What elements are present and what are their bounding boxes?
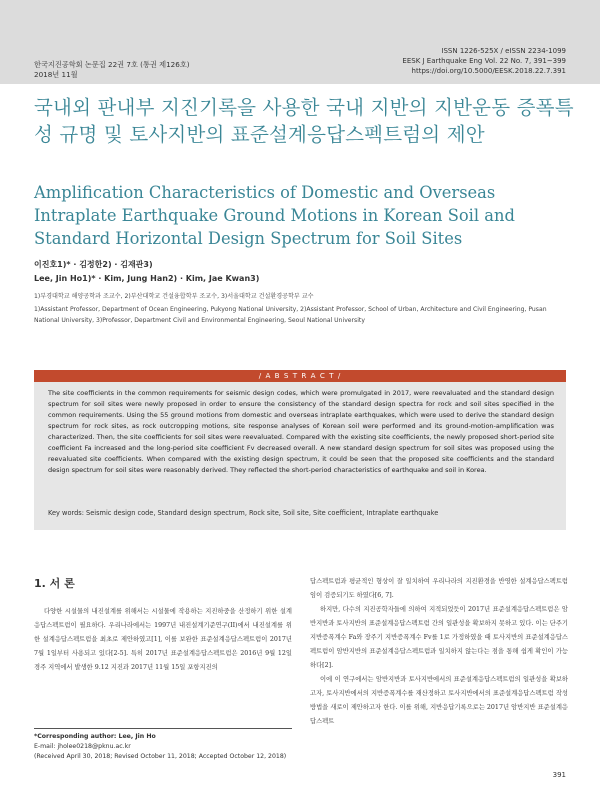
affiliations-korean: 1)부경대학교 해양공학과 조교수, 2)부산대학교 건설융합학부 조교수, 3)서울대학교 건설환경공학부 교수 xyxy=(34,293,314,300)
title-korean: 국내외 판내부 지진기록을 사용한 국내 지반의 지반운동 증폭특성 규명 및 토사지반의 표준설계응답스펙트럼의 제안 xyxy=(34,96,574,146)
page-number: 391 xyxy=(552,771,566,779)
title-english: Amplification Characteristics of Domestic and Overseas Intraplate Earthquake Ground Motions in Korean Soil and Standard Horizontal Design Spectrum for Soil Sites xyxy=(34,183,515,248)
journal-info-en xyxy=(402,47,566,76)
abstract-text: The site coefficients in the common requirements for seismic design codes, which were promulgated in 2017, were reevaluated and the standard design spectrum for soil sites were newly proposed in order to ensure the consistency of the standard design spectra for rock and soil sites specified in the common requirements. Using the 55 ground motions from domestic and overseas intraplate earthquakes, which were used to derive the standard design spectrum for rock sites, as rock outcropping motions, site response analyses of Korean soil were performed and its ground-motion-amplification was characterized. Then, the site coefficients for soil sites were reevaluated. Compared with the existing site coefficients, the newly proposed short-period site coefficient Fa increased and the long-period site coefficient Fv decreased overall. A new standard design spectrum for soil sites was proposed using the reevaluated site coefficients. When compared with the existing design spectrum, it could be seen that the proposed site coefficients and the standard design spectrum for soil sites were reasonably derived. They reflected the short-period characteristics of earthquake and soil in Korea. xyxy=(48,389,554,474)
keywords: Key words: Seismic design code, Standard design spectrum, Rock site, Soil site, Site coefficient, Intraplate earthquake xyxy=(48,509,439,517)
section-heading-introduction: 1. 서 론 xyxy=(34,577,75,590)
journal-name-ko: 한국지진공학회 논문집 22권 7호 (통권 제126호) xyxy=(34,60,190,69)
body-paragraph: 답스펙트럼과 평균적인 형상이 잘 일치하여 우리나라의 지진환경을 반영한 설계응답스펙트럼임이 검증되기도 하였다[6, 7]. xyxy=(310,578,568,599)
journal-info-ko xyxy=(34,60,190,80)
issn: ISSN 1226-525X / eISSN 2234-1099 xyxy=(441,47,566,55)
received-dates: (Received April 30, 2018; Revised October 11, 2018; Accepted October 12, 2018) xyxy=(34,752,287,760)
corresponding-author: *Corresponding author: Lee, Jin Ho xyxy=(34,733,156,740)
body-paragraph: 이에 이 연구에서는 암반지반과 토사지반에서의 표준설계응답스펙트럼의 일관성을 확보하고자, 토사지반에서의 지반증폭계수를 재산정하고 토사지반에서의 표준설계응답스펙트럼 작성방법을 새로이 제안하고자 한다. 이를 위해, 지반응답기록으로는 2017년 암반지반 표준설계응답스펙트 xyxy=(310,676,568,725)
doi-link[interactable]: https://doi.org/10.5000/EESK.2018.22.7.391 xyxy=(411,66,566,75)
corresponding-author-footnote xyxy=(34,728,292,761)
issue-date-ko: 2018년 11월 xyxy=(34,70,78,79)
journal-name-en: EESK J Earthquake Eng Vol. 22 No. 7, 391~399 xyxy=(402,56,566,65)
body-paragraph: 다양한 시설물의 내진설계를 위해서는 시설물에 작용하는 지진하중을 산정하기 위한 설계응답스펙트럼이 필요하다. 우리나라에서는 1997년 내진설계기준연구(II)에서 내진설계를 위한 설계응답스펙트럼을 최초로 제안하였고[1], 이를 보완한 표준설계응답스펙트럼이 2017년 7월 1일부터 사용되고 있다[2-5]. 특히 2017년 표준설계응답스펙트럼은 2016년 9월 12일 경주 지역에서 발생한 9.12 지진과 2017년 11월 15일 포항지진의 xyxy=(34,608,292,671)
left-column xyxy=(34,575,292,675)
body-paragraph: 하지만, 다수의 지진공학자들에 의하여 지적되었듯이 2017년 표준설계응답스펙트럼은 암반지반과 토사지반의 표준설계응답스펙트럼 간의 일관성을 확보하지 못하고 있다. 이는 단주기 지반증폭계수 Fa와 장주기 지반증폭계수 Fv를 1로 가정하였을 때 토사지반의 표준설계응답스펙트럼이 암반지반의 표준설계응답스펙트럼과 일치하지 않는다는 점을 통해 쉽게 확인이 가능하다[2]. xyxy=(310,606,568,669)
author-email[interactable]: E-mail: jholee0218@pknu.ac.kr xyxy=(34,742,131,750)
authors-english: Lee, Jin Ho1)* · Kim, Jung Han2) · Kim, Jae Kwan3) xyxy=(34,274,260,283)
right-column xyxy=(310,575,568,729)
affiliations-english: 1)Assistant Professor, Department of Ocean Engineering, Pukyong National University, 2)Assistant Professor, School of Urban, Architecture and Civil Engineering, Pusan National University, 3)Professor, Department Civil and Environmental Engineering, Seoul National University xyxy=(34,306,547,324)
authors-korean: 이진호1)* · 김정한2) · 김재관3) xyxy=(34,260,153,269)
abstract-heading: / A B S T R A C T / xyxy=(34,370,566,382)
